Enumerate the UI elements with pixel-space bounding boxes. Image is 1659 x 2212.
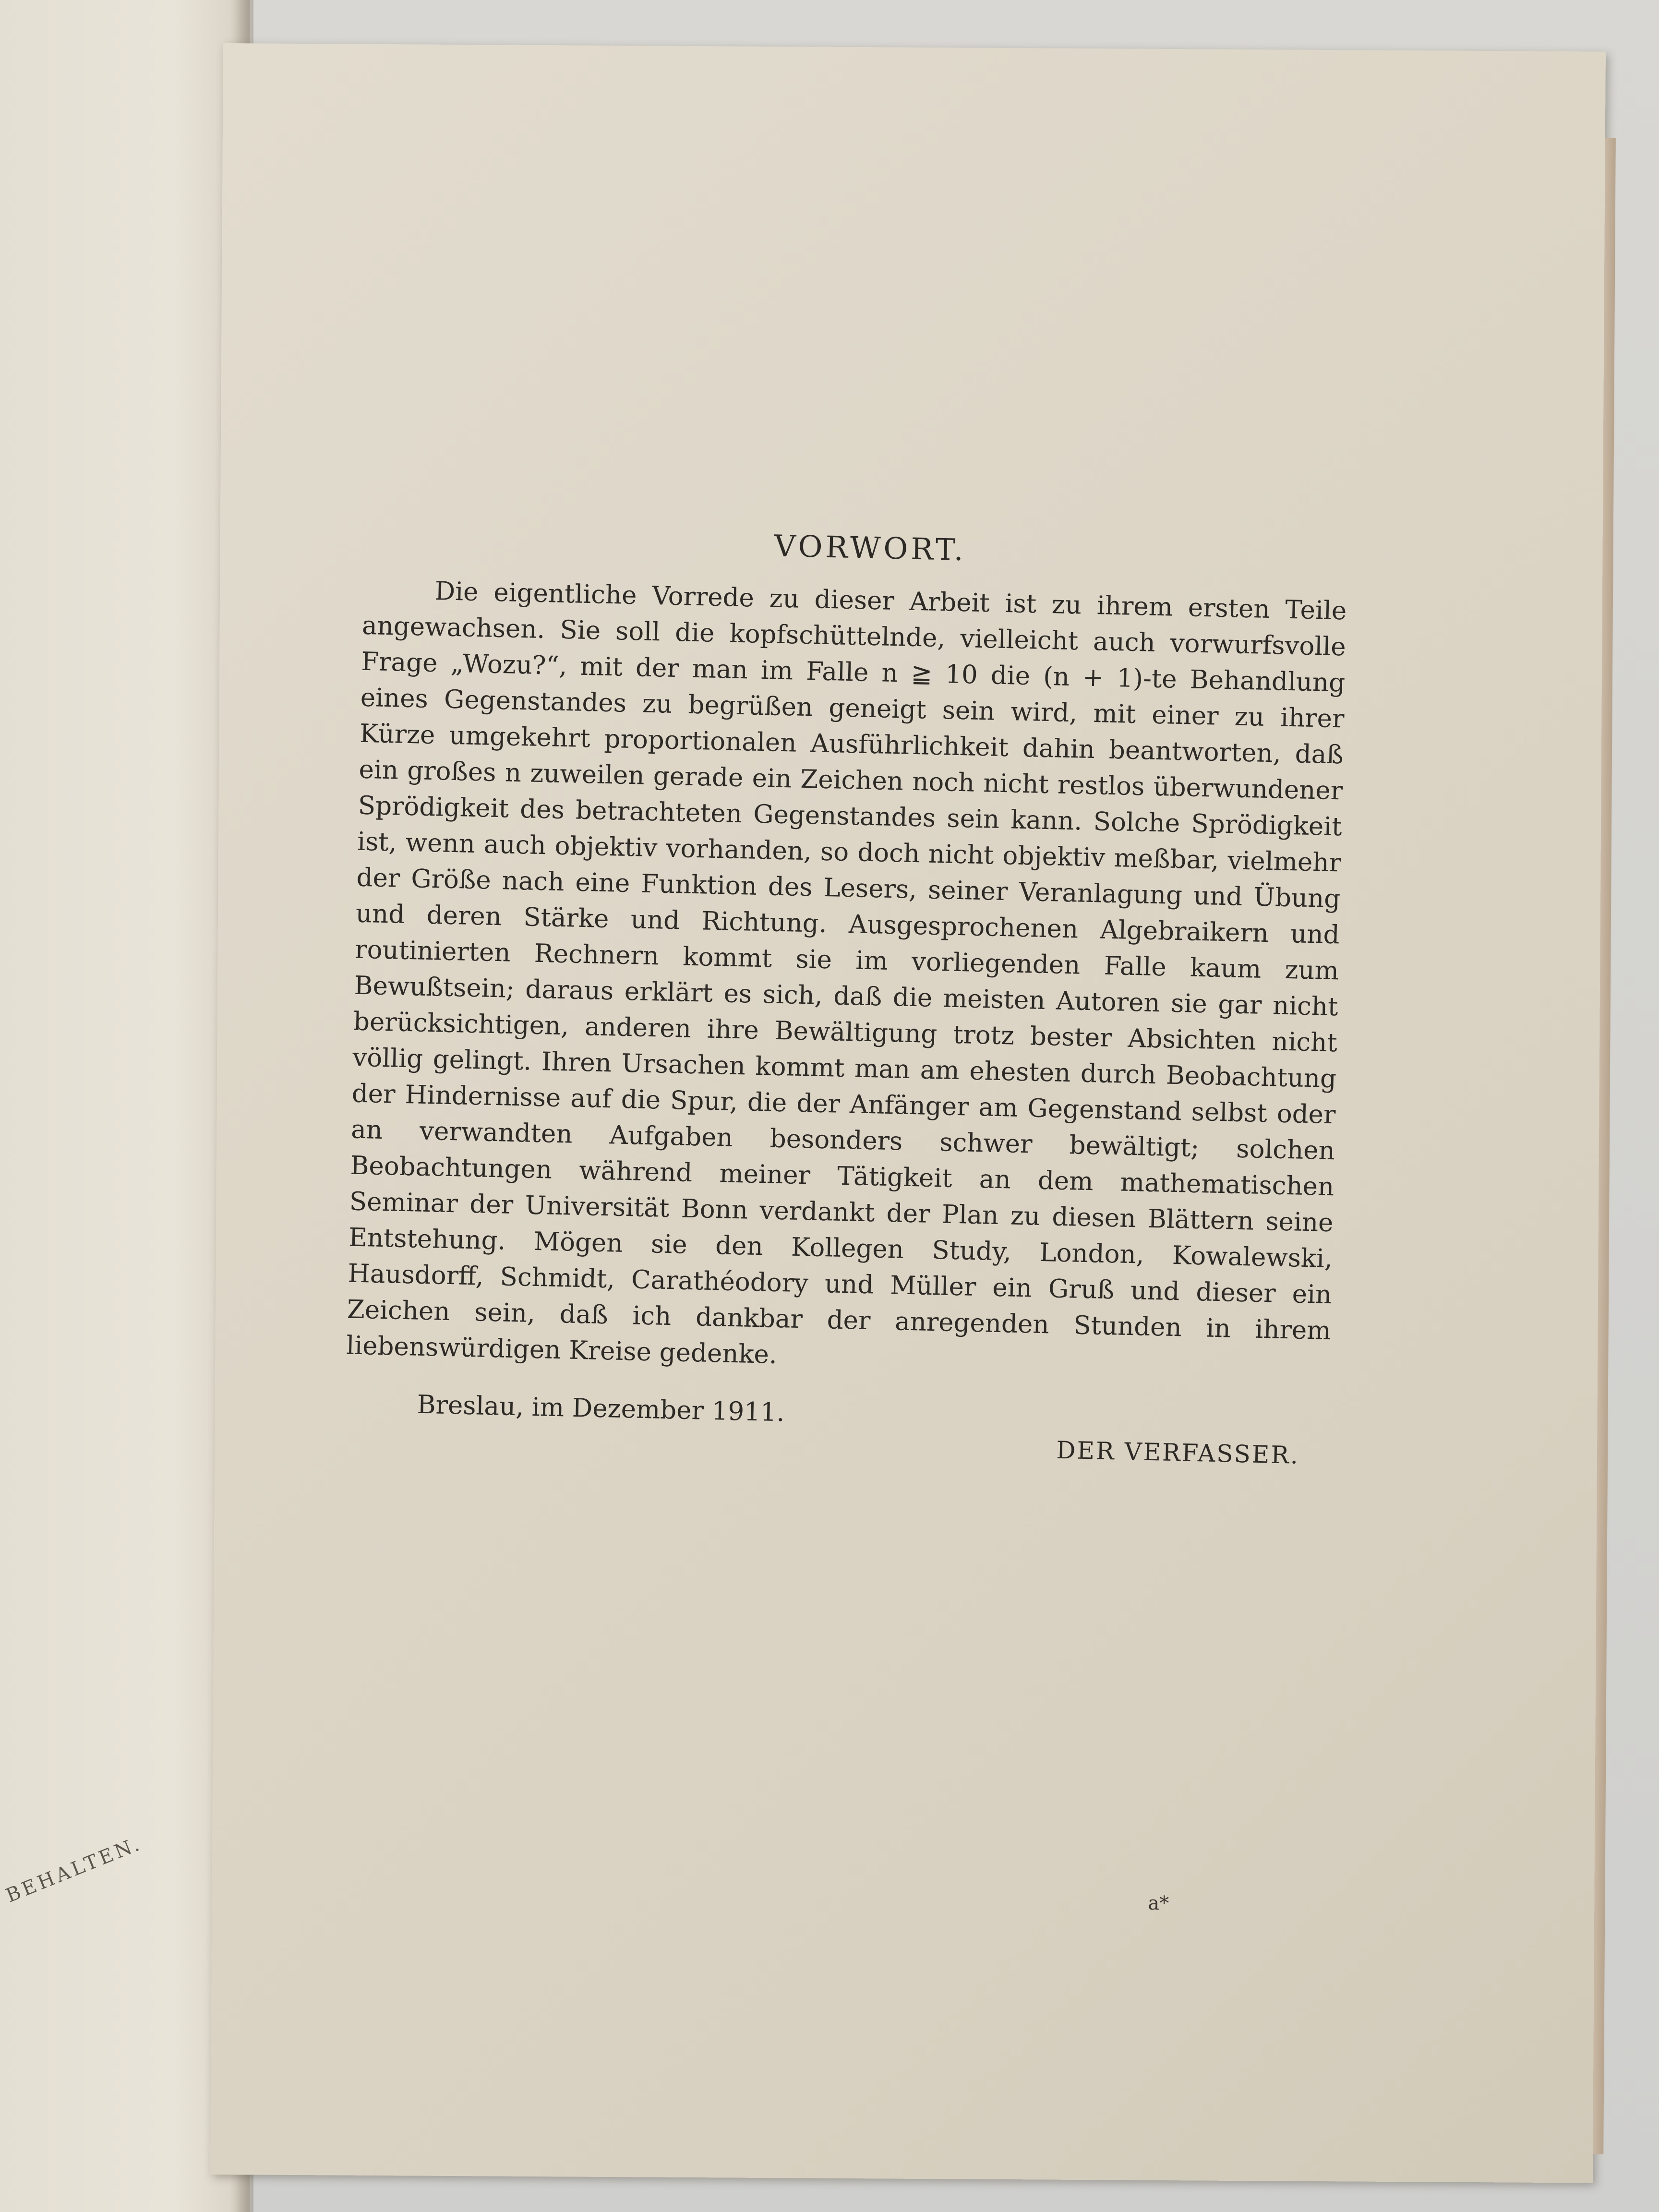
place-date-line: Breslau, im Dezember 1911.	[417, 1390, 785, 1428]
preface-text-block	[344, 519, 1348, 1470]
signature-mark: a*	[1148, 1892, 1169, 1915]
left-page-text-fragment: BEHALTEN.	[3, 1832, 145, 1907]
book-page	[210, 43, 1606, 2183]
page-title: VORWORT.	[774, 528, 967, 568]
preface-paragraph: Die eigentliche Vorrede zu dieser Arbeit ist zu ihrem ersten Teile angewachsen. Sie soll die kopfschüttelnde, vielleicht auch vorwurfsvolle Frage „Wozu?“, mit der man im Falle n ≧ 10 die (n + 1)-te Behandlung eines Gegenstandes zu begrüßen geneigt sein wird, mit einer zu ihrer Kürze umgekehrt proportionalen Ausführlichkeit dahin beantworten, daß ein großes n zuweilen gerade ein Zeichen noch nicht restlos überwundener Sprödigkeit des betrachteten Gegenstandes sein kann. Solche Sprödigkeit ist, wenn auch objektiv vorhanden, so doch nicht objektiv meßbar, vielmehr der Größe nach eine Funktion des Lesers, seiner Veranlagung und Übung und deren Stärke und Richtung. Ausgesprochenen Algebraikern und routinierten Rechnern kommt sie im vorliegenden Falle kaum zum Bewußtsein; daraus erklärt es sich, daß die meisten Autoren sie gar nicht berücksichtigen, anderen ihre Bewältigung trotz bester Absichten nicht völlig gelingt. Ihren Ursachen kommt man am ehesten durch Beobachtung der Hindernisse auf die Spur, die der Anfänger am Gegenstand selbst oder an verwandten Aufgaben besonders schwer bewältigt; solchen Beobachtungen während meiner Tätigkeit an dem mathematischen Seminar der Universität Bonn verdankt der Plan zu diesen Blättern seine Entstehung. Mögen sie den Kollegen Study, London, Kowalewski, Hausdorff, Schmidt, Carathéodory und Müller ein Gruß und dieser ein Zeichen sein, daß ich dankbar der anregenden Stunden in ihrem liebenswürdigen Kreise gedenke.	[346, 577, 1347, 1370]
author-signature: DER VERFASSER.	[1056, 1436, 1300, 1469]
